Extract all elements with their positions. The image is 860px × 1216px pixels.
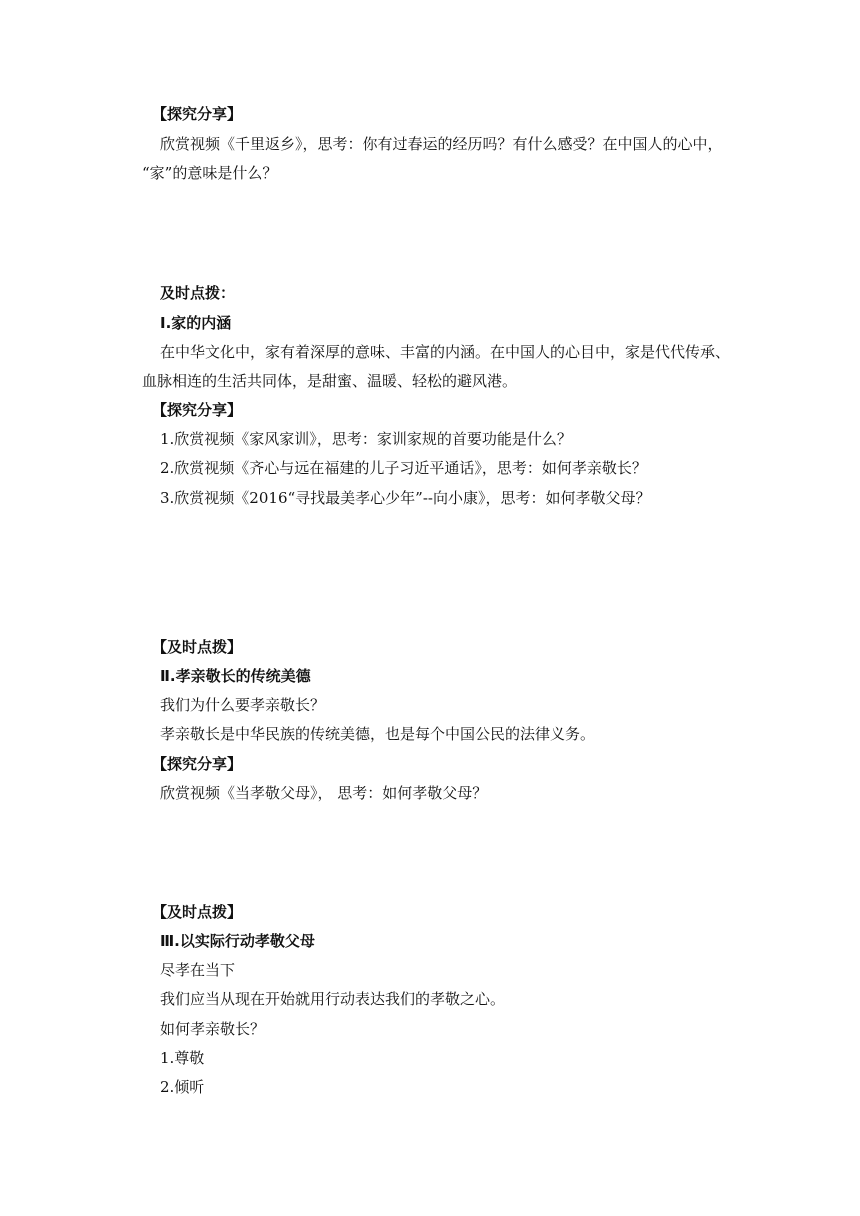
section2-share-heading: 【探究分享】 (152, 401, 243, 419)
section4-line1: 尽孝在当下 (160, 961, 236, 979)
list-item: 3.欣赏视频《2016“寻找最美孝心少年”--向小康》，思考：如何孝敬父母？ (160, 489, 651, 507)
list-item: 2.倾听 (160, 1078, 205, 1096)
section1-heading: 【探究分享】 (152, 105, 243, 123)
section1-line2: “家”的意味是什么？ (142, 164, 278, 182)
section2-heading: 及时点拨： (160, 284, 236, 302)
section3-share-heading: 【探究分享】 (152, 755, 243, 773)
section3-line1: 我们为什么要孝亲敬长？ (160, 696, 326, 714)
section2-para-line1: 在中华文化中，家有着深厚的意味、丰富的内涵。在中国人的心目中，家是代代传承、 (160, 343, 731, 361)
section2-subheading: Ⅰ.家的内涵 (160, 314, 232, 332)
section3-line3: 欣赏视频《当孝敬父母》， 思考：如何孝敬父母？ (160, 784, 488, 802)
section4-line2: 我们应当从现在开始就用行动表达我们的孝敬之心。 (160, 990, 506, 1008)
section2-para-line2: 血脉相连的生活共同体，是甜蜜、温暖、轻松的避风港。 (142, 372, 518, 390)
section1-line1: 欣赏视频《千里返乡》，思考：你有过春运的经历吗？有什么感受？在中国人的心中， (160, 135, 723, 153)
list-item: 1.欣赏视频《家风家训》，思考：家训家规的首要功能是什么？ (160, 430, 572, 448)
section4-line3: 如何孝亲敬长？ (160, 1020, 266, 1038)
section4-heading: 【及时点拨】 (152, 903, 243, 921)
section4-subheading: Ⅲ.以实际行动孝敬父母 (160, 932, 315, 950)
list-item: 2.欣赏视频《齐心与远在福建的儿子习近平通话》，思考：如何孝亲敬长？ (160, 459, 647, 477)
section3-line2: 孝亲敬长是中华民族的传统美德，也是每个中国公民的法律义务。 (160, 725, 596, 743)
section3-heading: 【及时点拨】 (152, 638, 243, 656)
list-item: 1.尊敬 (160, 1049, 205, 1067)
section3-subheading: Ⅱ.孝亲敬长的传统美德 (160, 667, 311, 685)
